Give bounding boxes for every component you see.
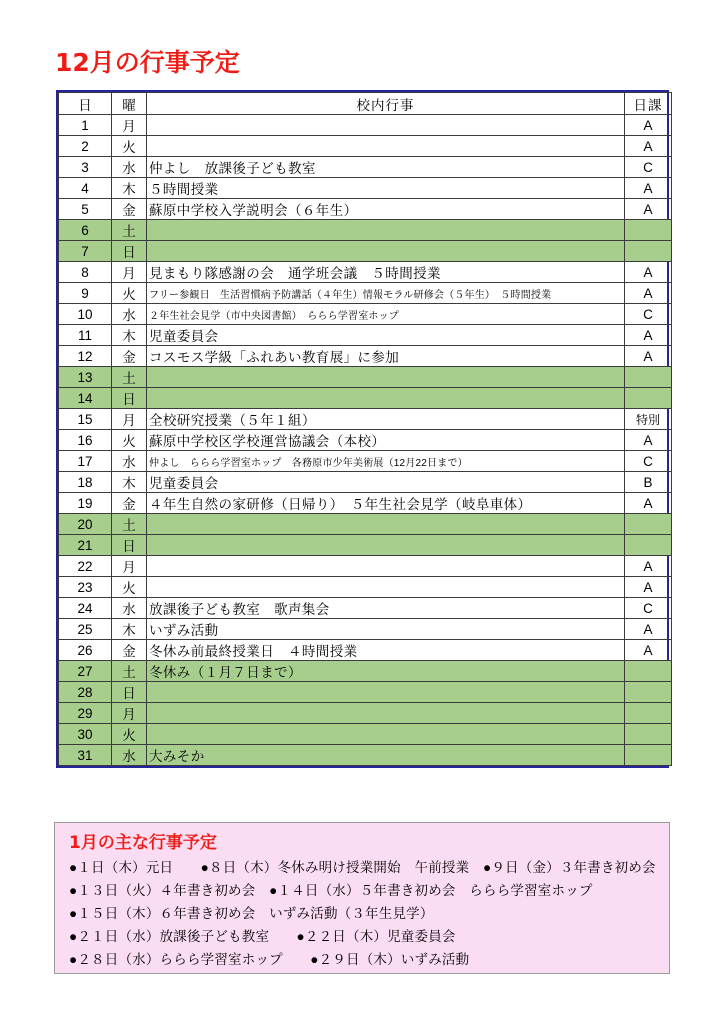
- cell-event: いずみ活動: [147, 619, 625, 640]
- cell-day: 4: [59, 178, 112, 199]
- cell-day: 10: [59, 304, 112, 325]
- cell-weekday: 月: [112, 703, 147, 724]
- cell-weekday: 日: [112, 535, 147, 556]
- notice-line-list: [69, 856, 669, 971]
- cell-day: 31: [59, 745, 112, 766]
- table-row: [59, 199, 672, 220]
- cell-schedule: C: [625, 598, 672, 619]
- cell-day: 6: [59, 220, 112, 241]
- cell-schedule: [625, 220, 672, 241]
- cell-schedule: A: [625, 640, 672, 661]
- cell-event: 仲よし 放課後子ども教室: [147, 157, 625, 178]
- cell-weekday: 火: [112, 724, 147, 745]
- column-header-event: 校内行事: [147, 93, 625, 115]
- cell-schedule: A: [625, 199, 672, 220]
- cell-weekday: 土: [112, 514, 147, 535]
- table-row: [59, 388, 672, 409]
- cell-weekday: 月: [112, 115, 147, 136]
- table-row: [59, 535, 672, 556]
- cell-event: [147, 115, 625, 136]
- cell-day: 21: [59, 535, 112, 556]
- cell-weekday: 水: [112, 451, 147, 472]
- cell-schedule: 特別: [625, 409, 672, 430]
- cell-weekday: 金: [112, 493, 147, 514]
- cell-weekday: 土: [112, 661, 147, 682]
- table-row: [59, 220, 672, 241]
- cell-weekday: 水: [112, 745, 147, 766]
- cell-schedule: A: [625, 619, 672, 640]
- cell-event: [147, 388, 625, 409]
- table-row: [59, 493, 672, 514]
- table-row: [59, 325, 672, 346]
- cell-weekday: 水: [112, 157, 147, 178]
- cell-event: [147, 724, 625, 745]
- column-header-schedule: 日課: [625, 93, 672, 115]
- table-row: [59, 724, 672, 745]
- cell-schedule: A: [625, 430, 672, 451]
- cell-day: 19: [59, 493, 112, 514]
- cell-weekday: 木: [112, 619, 147, 640]
- cell-event: 冬休み（１月７日まで）: [147, 661, 625, 682]
- cell-event: ２年生社会見学（市中央図書館） ららら学習室ホップ: [147, 304, 625, 325]
- cell-day: 9: [59, 283, 112, 304]
- cell-schedule: [625, 703, 672, 724]
- cell-schedule: [625, 661, 672, 682]
- calendar-table: [58, 92, 672, 766]
- cell-day: 16: [59, 430, 112, 451]
- cell-schedule: A: [625, 325, 672, 346]
- next-month-notice-box: [54, 822, 670, 974]
- cell-day: 1: [59, 115, 112, 136]
- cell-schedule: A: [625, 178, 672, 199]
- cell-event: [147, 577, 625, 598]
- calendar-table-body: [59, 115, 672, 766]
- cell-weekday: 木: [112, 472, 147, 493]
- cell-schedule: [625, 745, 672, 766]
- cell-day: 28: [59, 682, 112, 703]
- cell-event: [147, 703, 625, 724]
- cell-day: 2: [59, 136, 112, 157]
- notice-title: 1月の主な行事予定: [69, 833, 217, 853]
- cell-schedule: A: [625, 136, 672, 157]
- cell-event: 児童委員会: [147, 472, 625, 493]
- cell-schedule: [625, 535, 672, 556]
- cell-event: 仲よし ららら学習室ホップ 各務原市少年美術展（12月22日まで）: [147, 451, 625, 472]
- cell-weekday: 土: [112, 220, 147, 241]
- cell-event: 放課後子ども教室 歌声集会: [147, 598, 625, 619]
- notice-line: ●１日（木）元日 ●８日（木）冬休み明け授業開始 午前授業 ●９日（金）３年書き初め会: [69, 860, 656, 875]
- cell-schedule: A: [625, 556, 672, 577]
- cell-day: 14: [59, 388, 112, 409]
- table-row: [59, 577, 672, 598]
- cell-event: [147, 682, 625, 703]
- column-header-weekday: 曜: [112, 93, 147, 115]
- cell-weekday: 水: [112, 598, 147, 619]
- cell-event: [147, 136, 625, 157]
- cell-schedule: [625, 724, 672, 745]
- cell-schedule: [625, 367, 672, 388]
- notice-line: ●２８日（水）ららら学習室ホップ ●２９日（木）いずみ活動: [69, 952, 470, 967]
- cell-day: 12: [59, 346, 112, 367]
- cell-event: [147, 514, 625, 535]
- cell-event: フリー参観日 生活習慣病予防講話（４年生）情報モラル研修会（５年生） ５時間授業: [147, 283, 625, 304]
- notice-line: ●１３日（火）４年書き初め会 ●１４日（水）５年書き初め会 ららら学習室ホップ: [69, 883, 593, 898]
- cell-weekday: 金: [112, 640, 147, 661]
- cell-event: 見まもり隊感謝の会 通学班会議 ５時間授業: [147, 262, 625, 283]
- cell-day: 18: [59, 472, 112, 493]
- cell-day: 24: [59, 598, 112, 619]
- table-row: [59, 514, 672, 535]
- cell-weekday: 金: [112, 199, 147, 220]
- cell-day: 26: [59, 640, 112, 661]
- cell-event: 児童委員会: [147, 325, 625, 346]
- cell-schedule: [625, 514, 672, 535]
- cell-event: 蘇原中学校入学説明会（６年生）: [147, 199, 625, 220]
- table-row: [59, 556, 672, 577]
- cell-event: [147, 556, 625, 577]
- cell-event: 全校研究授業（５年１組）: [147, 409, 625, 430]
- calendar-table-header: [59, 93, 672, 115]
- cell-day: 7: [59, 241, 112, 262]
- cell-schedule: A: [625, 346, 672, 367]
- cell-weekday: 木: [112, 325, 147, 346]
- cell-day: 11: [59, 325, 112, 346]
- table-header-row: [59, 93, 672, 115]
- cell-event: [147, 367, 625, 388]
- cell-weekday: 火: [112, 577, 147, 598]
- cell-schedule: A: [625, 262, 672, 283]
- cell-day: 27: [59, 661, 112, 682]
- cell-weekday: 日: [112, 682, 147, 703]
- cell-schedule: A: [625, 283, 672, 304]
- table-row: [59, 661, 672, 682]
- cell-weekday: 水: [112, 304, 147, 325]
- cell-day: 30: [59, 724, 112, 745]
- table-row: [59, 619, 672, 640]
- notice-line: ●２１日（水）放課後子ども教室 ●２２日（木）児童委員会: [69, 929, 456, 944]
- cell-event: [147, 535, 625, 556]
- cell-schedule: A: [625, 577, 672, 598]
- cell-schedule: C: [625, 451, 672, 472]
- table-row: [59, 367, 672, 388]
- table-row: [59, 640, 672, 661]
- table-row: [59, 703, 672, 724]
- table-row: [59, 472, 672, 493]
- cell-weekday: 土: [112, 367, 147, 388]
- cell-event: [147, 220, 625, 241]
- cell-day: 5: [59, 199, 112, 220]
- cell-weekday: 火: [112, 136, 147, 157]
- cell-weekday: 木: [112, 178, 147, 199]
- cell-weekday: 日: [112, 241, 147, 262]
- cell-weekday: 金: [112, 346, 147, 367]
- table-row: [59, 682, 672, 703]
- table-row: [59, 115, 672, 136]
- table-row: [59, 745, 672, 766]
- cell-day: 29: [59, 703, 112, 724]
- table-row: [59, 430, 672, 451]
- cell-weekday: 火: [112, 283, 147, 304]
- cell-event: 蘇原中学校区学校運営協議会（本校）: [147, 430, 625, 451]
- table-row: [59, 136, 672, 157]
- cell-event: コスモス学級「ふれあい教育展」に参加: [147, 346, 625, 367]
- notice-line: ●１５日（木）６年書き初め会 いずみ活動（３年生見学）: [69, 906, 434, 921]
- cell-event: 大みそか: [147, 745, 625, 766]
- cell-day: 25: [59, 619, 112, 640]
- table-row: [59, 304, 672, 325]
- cell-day: 20: [59, 514, 112, 535]
- cell-day: 17: [59, 451, 112, 472]
- column-header-day: 日: [59, 93, 112, 115]
- cell-weekday: 月: [112, 556, 147, 577]
- cell-day: 22: [59, 556, 112, 577]
- table-row: [59, 409, 672, 430]
- cell-day: 3: [59, 157, 112, 178]
- table-row: [59, 157, 672, 178]
- page-title: 12月の行事予定: [55, 48, 240, 77]
- cell-weekday: 月: [112, 409, 147, 430]
- table-row: [59, 451, 672, 472]
- cell-day: 15: [59, 409, 112, 430]
- cell-event: ５時間授業: [147, 178, 625, 199]
- cell-day: 13: [59, 367, 112, 388]
- cell-schedule: A: [625, 115, 672, 136]
- table-row: [59, 241, 672, 262]
- cell-weekday: 月: [112, 262, 147, 283]
- cell-event: [147, 241, 625, 262]
- cell-schedule: A: [625, 493, 672, 514]
- cell-weekday: 日: [112, 388, 147, 409]
- cell-weekday: 火: [112, 430, 147, 451]
- cell-event: 冬休み前最終授業日 ４時間授業: [147, 640, 625, 661]
- cell-schedule: B: [625, 472, 672, 493]
- calendar-table-container: [56, 90, 669, 768]
- cell-schedule: [625, 682, 672, 703]
- cell-event: ４年生自然の家研修（日帰り） ５年生社会見学（岐阜車体）: [147, 493, 625, 514]
- table-row: [59, 262, 672, 283]
- cell-schedule: C: [625, 304, 672, 325]
- table-row: [59, 346, 672, 367]
- table-row: [59, 178, 672, 199]
- cell-schedule: C: [625, 157, 672, 178]
- cell-schedule: [625, 388, 672, 409]
- table-row: [59, 598, 672, 619]
- table-row: [59, 283, 672, 304]
- cell-schedule: [625, 241, 672, 262]
- cell-day: 8: [59, 262, 112, 283]
- cell-day: 23: [59, 577, 112, 598]
